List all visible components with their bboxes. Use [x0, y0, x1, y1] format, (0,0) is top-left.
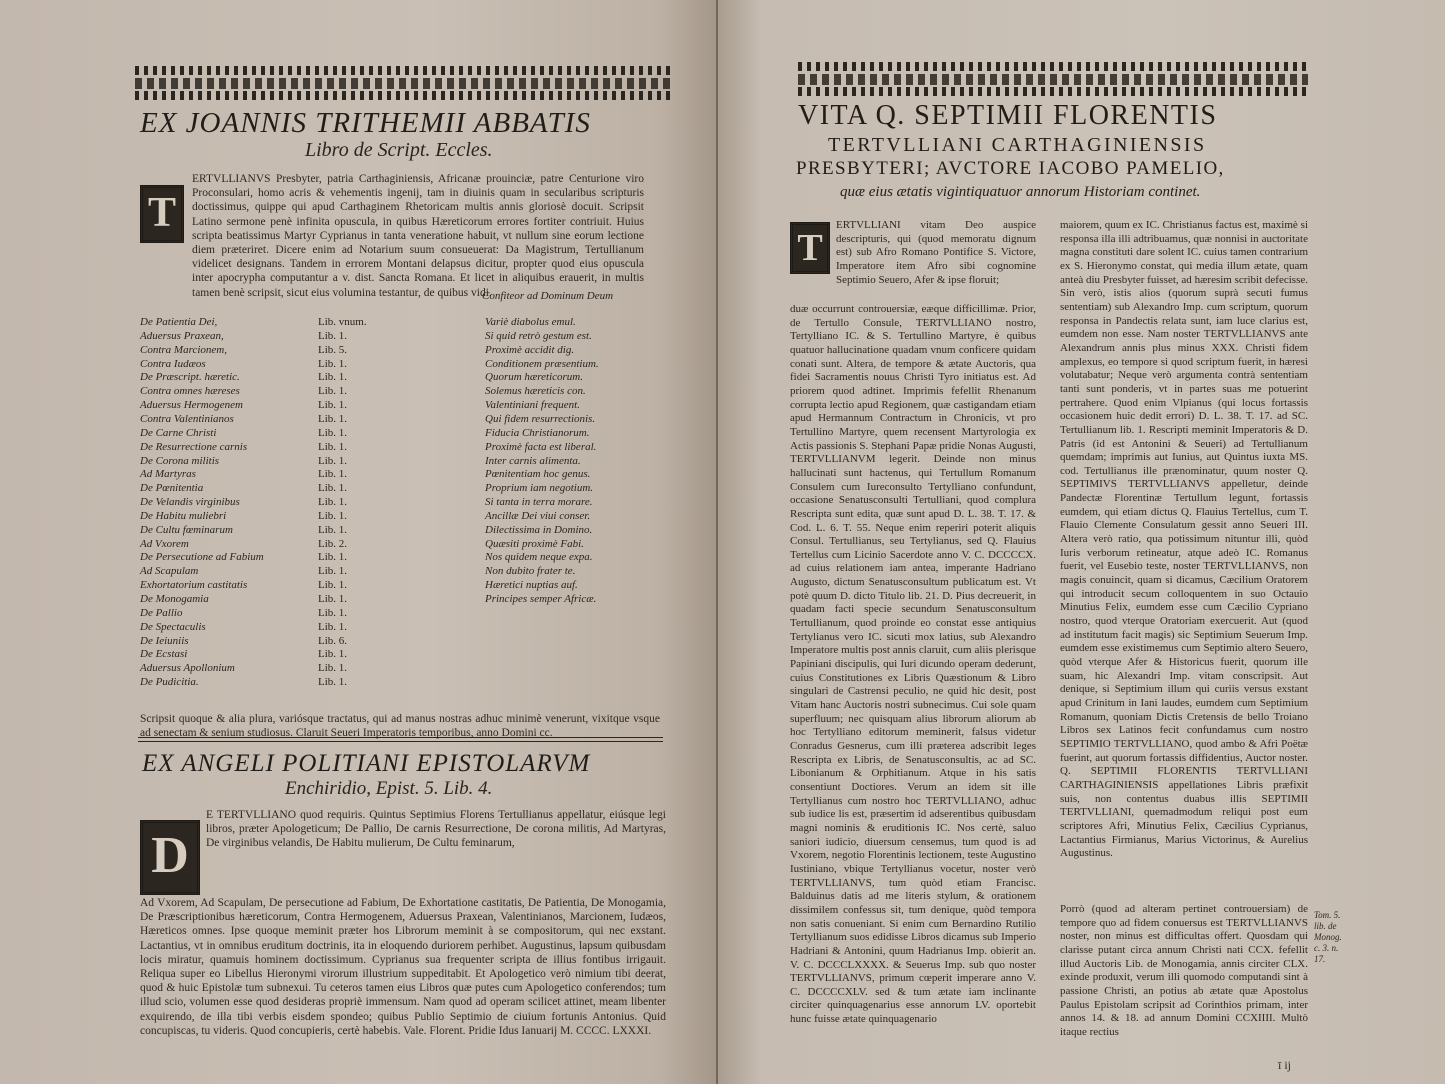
- works-row: [140, 427, 620, 441]
- works-row: [140, 551, 620, 565]
- work-title: De Pudicitia.: [140, 676, 199, 689]
- works-row: [140, 621, 620, 635]
- works-row: [140, 565, 620, 579]
- work-title: De Habitu muliebri: [140, 509, 227, 522]
- work-title: Contra Valentinianos: [140, 412, 234, 425]
- works-row: [140, 330, 620, 344]
- works-row: [140, 538, 620, 552]
- work-incipit: Pœnitentiam hoc genus.: [485, 468, 591, 481]
- works-row: [140, 607, 620, 621]
- left-page: [0, 0, 716, 1084]
- work-title: De Resurrectione carnis: [140, 440, 248, 453]
- work-book-count: Lib. 1.: [318, 385, 348, 398]
- col1-lead: ERTVLLIANI vitam Deo auspice descripturis, qui (quod memoratu dignum est) sub Afro Romano Pontifice S. Victore, Imperatore item Afro sibi cognomine Septimio Seuero, Afer & ipse floruit;: [836, 219, 1036, 286]
- works-row: [140, 524, 620, 538]
- works-row: [140, 371, 620, 385]
- margin-note: Tom. 5. lib. de Monog. c. 3. n. 17.: [1314, 910, 1342, 964]
- work-book-count: Lib. 5.: [318, 343, 348, 356]
- politian-text-body: [140, 896, 666, 1078]
- dropcap-t-right: T: [790, 222, 830, 274]
- work-incipit: Quæsiti proximè Fabi.: [485, 537, 584, 550]
- work-title: De Ecstasi: [140, 648, 188, 661]
- ornament-band-left: [135, 66, 675, 100]
- works-row: [140, 385, 620, 399]
- work-title: Ad Vxorem: [140, 537, 189, 550]
- work-incipit: Si quid retrò gestum est.: [485, 329, 592, 342]
- work-title: Aduersus Hermogenem: [140, 399, 243, 412]
- work-incipit: Dilectissima in Domino.: [485, 523, 593, 536]
- work-incipit: Quorum hæreticorum.: [485, 371, 583, 384]
- work-book-count: Lib. 1.: [318, 454, 348, 467]
- work-title: De Persecutione ad Fabium: [140, 551, 264, 564]
- work-title: De Pœnitentia: [140, 482, 204, 495]
- col1-text: duæ occurrunt controuersiæ, eæque difficillimæ. Prior, de Tertullo Consule, TERTVLLIANO nostro, Tertylliano IC. & S. Tertullino Martyre, è quibus quatuor hallucinatione quadam vnum conficere quidam conati sunt. Altera, de tempore & ætate Auctoris, qua fidei Sacramentis nouus Christi Tyro initiatus est. Ad priorem quod adtinet. Imprimis fefellit Rhenanum corrupta lectio apud Regionem, quæ castigandam etiam apud Hermannum Contractum in Chronicis, vt pro Tertullino Martyre, quem recensent Martyrologia ex Actis passionis S. Stephani Papæ pridie Nonas Augusti, TERTVLLIANVM legerit. Deinde non minus hallucinati sunt hactenus, qui Tertullum Romanum Consulem cum Iureconsulto Tertylliano confundunt, occasione Senatusconsulti Tertulliani, quod complura Rescripta sunt edita, quæ sunt apud D. L. 38. T. 17. & Cod. L. 6. T. 55. Neque enim reperiri poterit aliquis Consul. Tertullianus, seu Tertylianus, sed Q. Flauius Tertellus cum Licinio Sacerdote anno V. C. DCCCCX. ad cuius relationem iam antea, imperante Hadriano Augusto, dictum Senatusconsultum publicatum est. Vt potè quum D. dicto Titulo lib. 21. D. Pius decreuerit, in quadam facti specie secundum Senatusconsultum Tertullianum, quod proinde eo constat esse antiquius Tertylianus vero IC. sicuti mox latius, sub Alexandro Imperatore multis post annis claruit, cum aliis plerisque Papiniani discipulis, qui Iuri dicundo operam dederunt, cuius Constitutiones ex Libris Quæstionum & Libro singulari de Castrensi peculio, ne quid hic desit, post Vitam hanc Auctoris nostri subnecimus. Cui sole quam superfluum; nec quisquam alius librorum aliorum ab hoc Tertylliano editorum meminerit, falsus videtur Conradus Gesnerus, cum illi præterea adscribit leges Rescripta ex Libris, de Senatusconsultis, ac ad SC. Libonianum & Orphitianum. Atque in his satis consentiunt Doctiores. Verum an idem sit ille Tertyllianus cum nostro hoc TERTVLLIANO, adhuc sub iudice lis est, præsertim id adserentibus quibusdam magni nominis & eruditionis IC. Nos certè, saluo saniori iudicio, diuersum censemus, tum quod is ad Vxorem, negotio Florentinis lectionem, teste Augustino Iustiniano, vbique Tertyllianus vocetur, noster verò TERTVLLIANVS, tum quòd etiam Francisc. Balduinus datis ad me literis stylum, & orationem dissimilem confessus sit, tum denique, quòd tempora non satis conueniant. Si enim cum Bernardino Rutilio Tertyllianum suos edidisse Libros dicamus sub Imperio Hadriani & Antonini, quum Hadrianus Imp. obierit an. V. C. DCCCLXXXX. & Seuerus Imp. sub quo noster TERTVLLIANVS, primum cœperit imperare anno V. C. DCCCCXLV. sed & tum ætate iam inclinante circiter quinquagenarius esse annorum LV. oportebit hunc fuisse ætate quinquagenario: [790, 303, 1036, 1026]
- work-book-count: Lib. 6.: [318, 634, 348, 647]
- work-title: Ad Martyras: [140, 468, 196, 481]
- work-book-count: Lib. 1.: [318, 523, 348, 536]
- title-line-1: VITA Q. SEPTIMII FLORENTIS: [798, 100, 1218, 131]
- work-incipit: Proprium iam negotium.: [485, 482, 594, 495]
- header-politian: EX ANGELI POLITIANI EPISTOLARVM: [142, 750, 591, 777]
- divider-rule: [138, 737, 663, 742]
- work-book-count: Lib. 1.: [318, 329, 348, 342]
- work-incipit: Proximè accidit dig.: [485, 343, 575, 356]
- work-incipit: Principes semper Africæ.: [485, 593, 597, 605]
- work-book-count: Lib. 1.: [318, 371, 348, 384]
- work-book-count: Lib. vnum.: [318, 316, 367, 328]
- trithemius-text: ERTVLLIANVS Presbyter, patria Carthaginiensis, Africanæ prouinciæ, patre Centurione viro Proconsulari, homo acris & vehementis ingenij, tam in diuinis quam in secularibus scripturis doctissimus, quippe qui apud Carthaginem Rhetoricam multis annis gloriosè docuit. Scripsit Latino sermone penè infinita opuscula, in quibus Hæreticorum errores fortiter contriuit. Huius scripta beatissimus Martyr Cyprianus in tanta veneratione habuit, vt nullum sine eorum lectione diem præteriret. Dicere enim ad Notarium suum consueuerat: Da Magistrum, Tertullianum videlicet designans. Tandem in errorem Montani delapsus dicitur, propter quod eius opuscula inter apocrypha computantur a v. dist. Sancta Romana. Et licet in aliquibus erauerit, in multis tamen benè scripsit, sicut eius volumina testantur, de quibus vidi.: [192, 173, 644, 299]
- work-title: Contra Iudæos: [140, 357, 206, 370]
- work-incipit: Qui fidem resurrectionis.: [485, 412, 596, 425]
- work-book-count: Lib. 1.: [318, 676, 348, 689]
- work-incipit: Inter carnis alimenta.: [485, 454, 581, 467]
- subheader-politian: Enchiridio, Epist. 5. Lib. 4.: [285, 778, 493, 799]
- work-book-count: Lib. 1.: [318, 440, 348, 453]
- works-row: [140, 399, 620, 413]
- work-book-count: Lib. 1.: [318, 509, 348, 522]
- work-book-count: Lib. 1.: [318, 620, 348, 633]
- work-title: De Pallio: [140, 606, 183, 619]
- ornament-band-right: [798, 62, 1308, 96]
- work-title: De Velandis virginibus: [140, 496, 240, 509]
- work-book-count: Lib. 1.: [318, 357, 348, 370]
- title-line-3: PRESBYTERI; AVCTORE IACOBO PAMELIO,: [796, 158, 1225, 179]
- works-row: [140, 482, 620, 496]
- work-book-count: Lib. 1.: [318, 551, 348, 564]
- politian-continuation: Ad Vxorem, Ad Scapulam, De persecutione ad Fabium, De Exhortatione castitatis, De Patientia, De Monogamia, De Præscriptionibus hæreticorum, Contra Hermogenem, Aduersus Praxean, Valentinianos, Marcionem, Iudæos, Hæreticos omnes. Ipse quoque meminit præter hos Librorum meminit à se compositorum, qui nec exstant. Lactantius, vt in omnibus eruditum doctrinis, ita in eloquendo duriorem perhibet. Augustinus, lapsum quibusdam locis miratur, quamuis hominem doctissimum. Cyprianus sua frequenter scripta de illius fontibus irrigauit. Reliqua super eo Libellus Hieronymi virorum illustrium suppeditabit. Et Apologetico verò nimium tibi deerat, quod & huic Epistolæ tum subnexui. Tu ceteros tamen eius Libros quæ putes cum Apologetico conferendos; tum illud scio, volumen esse quod desideras propriè immensum. Nam quod ad operam scilicet attinet, meam libenter exquirendo, de illa tibi verbis eisdem spondeo; quibus Publio Septimio de ciuium fortunis Antonius. Quid concupiscas, tu videris. Quod concupieris, certè habebis. Vale. Florent. Pridie Idus Ianuarij M. CCCC. LXXXI.: [140, 897, 666, 1037]
- work-incipit: Si tanta in terra morare.: [485, 496, 593, 509]
- works-row: [140, 635, 620, 649]
- work-incipit: Hæretici nuptias auf.: [485, 579, 578, 592]
- work-title: De Spectaculis: [140, 620, 206, 633]
- work-book-count: Lib. 2.: [318, 537, 348, 550]
- works-row: [140, 662, 620, 676]
- works-row: [140, 413, 620, 427]
- dropcap-d: D: [140, 820, 200, 895]
- work-incipit: Nos quidem neque expa.: [485, 551, 593, 564]
- works-row: [140, 579, 620, 593]
- title-line-4: quæ eius ætatis vigintiquatuor annorum Historiam continet.: [840, 184, 1201, 200]
- col2-text-b: Porrò (quod ad alteram pertinet controuersiam) de tempore quo ad fidem conuersus est TERTVLLIANVS noster, non minus est difficultas offert. Quosdam qui clarisse putant circa annum Christi nati CCX. fefellit illud Auctoris Lib. de Monogamia, annis circiter CLX. exinde produxit, verum illi quomodo computandi sint à passione Christi, an potius ab ætate quæ Apostolus Paulus Epistolam scripsit ad Corinthios primam, inter annos 14. & 18. ad annum Domini CCXIIII. Multò itaque rectius: [1060, 903, 1308, 1038]
- work-title: De Cultu fœminarum: [140, 523, 233, 536]
- work-book-count: Lib. 1.: [318, 399, 348, 412]
- work-title: De Ieiuniis: [140, 634, 189, 647]
- col2-text: maiorem, quum ex IC. Christianus factus est, maximè si responsa illa illi adtribuamus, quæ nonnisi in auctoritate magna constituti dare solent IC. cuius tamen contrarium ex S. Hieronymo constat, qui media illum ætate, quam anteà diu Presbyter fuisset, ad hæresim scribit defecisse. Sin verò, istis alios (quorum suprà secuti fumus sententiam) sub Alexandro Imp. cum scriptum, quorum responsa in Pandectis relata sunt, iam luce clarius est, eumdem non esse. Nam noster TERTVLLIANVS ante Alexandrum annis plus minus XXX. Christi fidem amplexus, eo tempore si quod scriptum fuerit, in hæresi volutabatur; Neque verò argumenta contrà sententiam tanti sunt ponderis, vt in partes suas me potuerint pertrahere. Quod enim Vlpianus (qui locus fortassis occasionem huic dedit errori) D. L. 38. T. 17. ad SC. Tertullianum lib. 1. Rescripti meminit Imperatoris & D. Patris (id est Antonini & Seueri) ad Tertullianum quemdam; imprimis aut Iunius, aut Quintus iuxta MS. cod. Tertullianus ille prænominatur, quum noster Q. SEPTIMIVS TERTVLLIANVS appelletur, deinde Pandectæ Florentinæ Tertullum legunt, fortassis eumdem, qui etiam dictus Q. Flauius Tertellus, cum T. Flauio Clemente Consulatum gessit anno Seueri III. Altera verò ratio, qua potissimum nituntur illi, quòd Iuris verborum retineatur, atque adeò IC. Romanus fuerit, vel Eusebio teste, noster TERTVLLIANVS, non magis conuincit, quam si dicamus, Cæcilium Oratorem qui introducit secum colloquentem in suo Octauio Minutius Felix, eumdem esse cum Cæcilio Cypriano nostro, quod vterque Oratoriam exercuerit. Aut (quod ad institutum facit magis) sic Septimium Seuerum Imp. eumdem esse existimemus cum Septimio altero Seuero, quòd vterque Afer & Historicus fuerit, quorum ille suam, hic Alexandri Imp. vitam conscripsit. Aut denique, si Septimium illum qui curiis versus exstant apud Crinitum in Iani laudes, eumdem cum Septimium Romanum, quoniam Dictis Cretensis de bello Troiano Libros sex Latinos fecit confundamus cum nostro SEPTIMIO TERTVLLIANO, quod ambo & Afri Poëtæ fuerint, aut quorum fortassis diffidentius, Auctor noster. Q. SEPTIMII FLORENTIS TERTVLLIANI CARTHAGINIENSIS appellationes Libris præfixit suis, non contentus duabus illis SEPTIMII TERTVLLIANI, quemadmodum reliqui post eum scriptores Afri, Minutius Felix, Cæcilius Cyprianus, Lactantius Firmianus, Marius Victorinus, & Aurelius Augustinus.: [1060, 219, 1308, 860]
- closing-text: Scripsit quoque & alia plura, variósque tractatus, qui ad manus nostras adhuc minimè venerunt, vixitque vsque ad senectam & senium studiosus. Claruit Seueri Imperatoris temporibus, anno Domini cc.: [140, 713, 660, 740]
- work-title: De Monogamia: [140, 593, 209, 605]
- work-book-count: Lib. 1.: [318, 496, 348, 509]
- work-incipit: Variè diabolus emul.: [485, 316, 576, 328]
- dropcap-t: T: [140, 185, 184, 243]
- work-title: De Carne Christi: [140, 426, 217, 439]
- works-row: [140, 593, 620, 607]
- work-title: De Corona militis: [140, 454, 220, 467]
- work-title: Aduersus Praxean,: [140, 329, 224, 342]
- works-row: [140, 676, 620, 690]
- signature-mark: ī ij: [1278, 1058, 1292, 1072]
- work-incipit: Non dubito frater te.: [485, 565, 576, 578]
- works-row: [140, 316, 620, 330]
- subheader-trithemius: Libro de Script. Eccles.: [305, 139, 493, 161]
- work-incipit: Ancillæ Dei viui conser.: [485, 509, 591, 522]
- works-row: [140, 441, 620, 455]
- work-book-count: Lib. 1.: [318, 482, 348, 495]
- works-row: [140, 510, 620, 524]
- works-row: [140, 455, 620, 469]
- work-book-count: Lib. 1.: [318, 565, 348, 578]
- work-incipit: Valentiniani frequent.: [485, 399, 580, 412]
- works-first-incipit: Confiteor ad Dominum Deum: [482, 290, 614, 302]
- work-title: Aduersus Apollonium: [140, 662, 235, 675]
- work-book-count: Lib. 1.: [318, 579, 348, 592]
- title-line-2: TERTVLLIANI CARTHAGINIENSIS: [828, 134, 1207, 156]
- work-book-count: Lib. 1.: [318, 426, 348, 439]
- work-book-count: Lib. 1.: [318, 606, 348, 619]
- work-title: Contra Marcionem,: [140, 343, 227, 356]
- works-row: [140, 344, 620, 358]
- work-book-count: Lib. 1.: [318, 648, 348, 661]
- work-incipit: Conditionem præsentium.: [485, 357, 599, 370]
- works-row: [140, 648, 620, 662]
- work-title: Contra omnes hæreses: [140, 385, 240, 398]
- works-row: [140, 496, 620, 510]
- work-book-count: Lib. 1.: [318, 593, 348, 605]
- work-book-count: Lib. 1.: [318, 468, 348, 481]
- work-title: Ad Scapulam: [140, 565, 199, 578]
- works-row: [140, 358, 620, 372]
- work-incipit: Solemus hæreticis con.: [485, 385, 586, 398]
- work-book-count: Lib. 1.: [318, 662, 348, 675]
- work-title: De Patientia Dei,: [140, 316, 218, 328]
- work-title: De Præscript. hæretic.: [140, 371, 240, 384]
- right-page: [718, 0, 1445, 1084]
- work-book-count: Lib. 1.: [318, 412, 348, 425]
- work-title: Exhortatorium castitatis: [140, 579, 248, 592]
- works-row: [140, 468, 620, 482]
- header-trithemius: EX JOANNIS TRITHEMII ABBATIS: [140, 107, 591, 139]
- politian-text-top: E TERTVLLIANO quod requiris. Quintus Septimius Florens Tertullianus appellatur, eiúsque legi libros, præter Apologeticum; De Pallio, De carnis Resurrectione, De corona militis, Ad Martyras, De virginibus velandis, De Habitu mulierum, De Cultu feminarum,: [206, 809, 666, 850]
- work-incipit: Fiducia Christianorum.: [485, 426, 590, 439]
- work-incipit: Proximè facta est liberal.: [485, 440, 597, 453]
